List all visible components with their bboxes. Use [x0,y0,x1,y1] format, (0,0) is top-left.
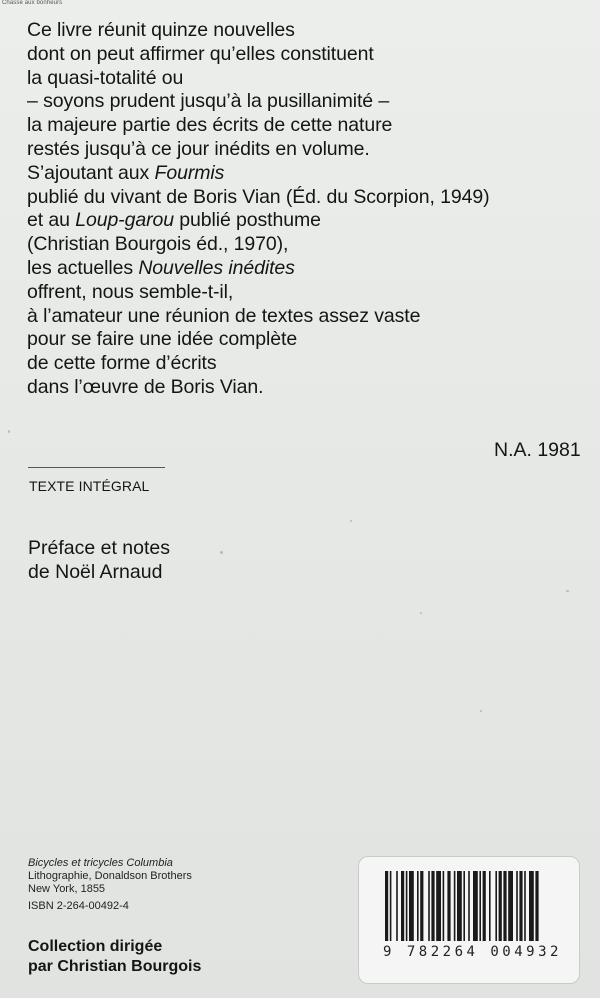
preface-line: Préface et notes [28,537,171,559]
blurb-line: – soyons prudent jusqu’à la pusillanimité – [27,90,390,113]
preface-credit [28,536,170,584]
cover-illustration-credit [28,857,192,896]
barcode-bar [436,871,441,941]
blurb-line [27,162,597,186]
barcode-bar [443,871,445,941]
blurb-text: les actuelles [27,256,139,279]
paper-speck [566,590,569,592]
credit-line: Lithographie, Donaldson Brothers [28,870,192,882]
blurb-text: et au [27,209,76,232]
barcode-bar [428,871,430,941]
blurb-line: la majeure partie des écrits de cette nature [27,114,393,137]
blurb-line: dont on peut affirmer qu’elles constituent [27,42,374,65]
blurb-line: restés jusqu’à ce jour inédits en volume. [27,137,370,160]
book-title-loup-garou: Loup-garou [75,209,174,232]
barcode-bar [409,871,414,941]
barcode-bar [508,871,513,941]
barcode-bar [401,871,404,941]
barcode-bar [519,871,522,941]
paper-speck [480,710,482,712]
blurb-line: la quasi-totalité ou [27,66,184,89]
barcode-digits: 9 782264 004932 [383,944,562,960]
book-title-nouvelles-inedites: Nouvelles inédites [138,256,295,279]
blurb-line: Ce livre réunit quinze nouvelles [27,19,295,41]
barcode-bar [535,871,538,941]
blurb-line: de cette forme d’écrits [27,352,217,375]
paper-speck [350,520,352,522]
barcode-bar [503,871,506,941]
blurb-line: à l’amateur une réunion de textes assez vaste [27,304,421,327]
barcode-bar [420,871,423,941]
barcode-bar [468,871,470,941]
watermark-text: Chasse aux bonheurs [2,0,63,6]
barcode-bar [479,871,481,941]
blurb-text: S’ajoutant aux [27,161,155,184]
barcode-bar [447,871,450,941]
barcode-bar [417,871,419,941]
barcode-bar [431,871,434,941]
blurb-line [27,257,597,281]
barcode-bar [454,871,456,941]
isbn-number: ISBN 2-264-00492-4 [28,900,129,912]
blurb-line: offrent, nous semble-t-il, [27,280,234,303]
barcode-bar [483,871,486,941]
barcode-bar [495,871,497,941]
credit-line: Bicycles et tricycles Columbia [28,857,173,869]
blurb-signature: N.A. 1981 [494,439,581,461]
preface-line: de Noël Arnaud [28,561,163,583]
credit-line: New York, 1855 [28,883,106,895]
barcode-bar [385,871,388,941]
back-cover-blurb [27,19,597,400]
book-title-fourmis: Fourmis [154,161,225,184]
barcode-bar [390,871,392,941]
blurb-text: publié posthume [173,209,321,232]
blurb-line: (Christian Bourgois éd., 1970), [27,233,289,256]
divider-rule [28,467,165,468]
blurb-line: pour se faire une idée complète [27,328,298,351]
barcode-icon [359,857,579,983]
barcode-bar [489,871,491,941]
paper-speck [220,551,223,554]
collection-line: Collection dirigée [28,938,163,955]
barcode-bar [516,871,518,941]
texte-integral-label: TEXTE INTÉGRAL [29,478,150,494]
barcode-bar [499,871,502,941]
barcode-bar [396,871,398,941]
blurb-line [27,209,597,233]
barcode-bar [473,871,478,941]
barcode-bar [406,871,408,941]
collection-line: par Christian Bourgois [28,958,202,975]
barcode-bar [463,871,465,941]
barcode-sticker [358,856,580,984]
barcode-bar [457,871,462,941]
blurb-line: publié du vivant de Boris Vian (Éd. du Scorpion, 1949) [27,185,490,208]
paper-speck [420,612,422,614]
paper-speck [8,430,10,433]
blurb-line: dans l’œuvre de Boris Vian. [27,375,264,398]
barcode-bar [529,871,534,941]
collection-credit [28,937,201,977]
barcode-bar [524,871,526,941]
